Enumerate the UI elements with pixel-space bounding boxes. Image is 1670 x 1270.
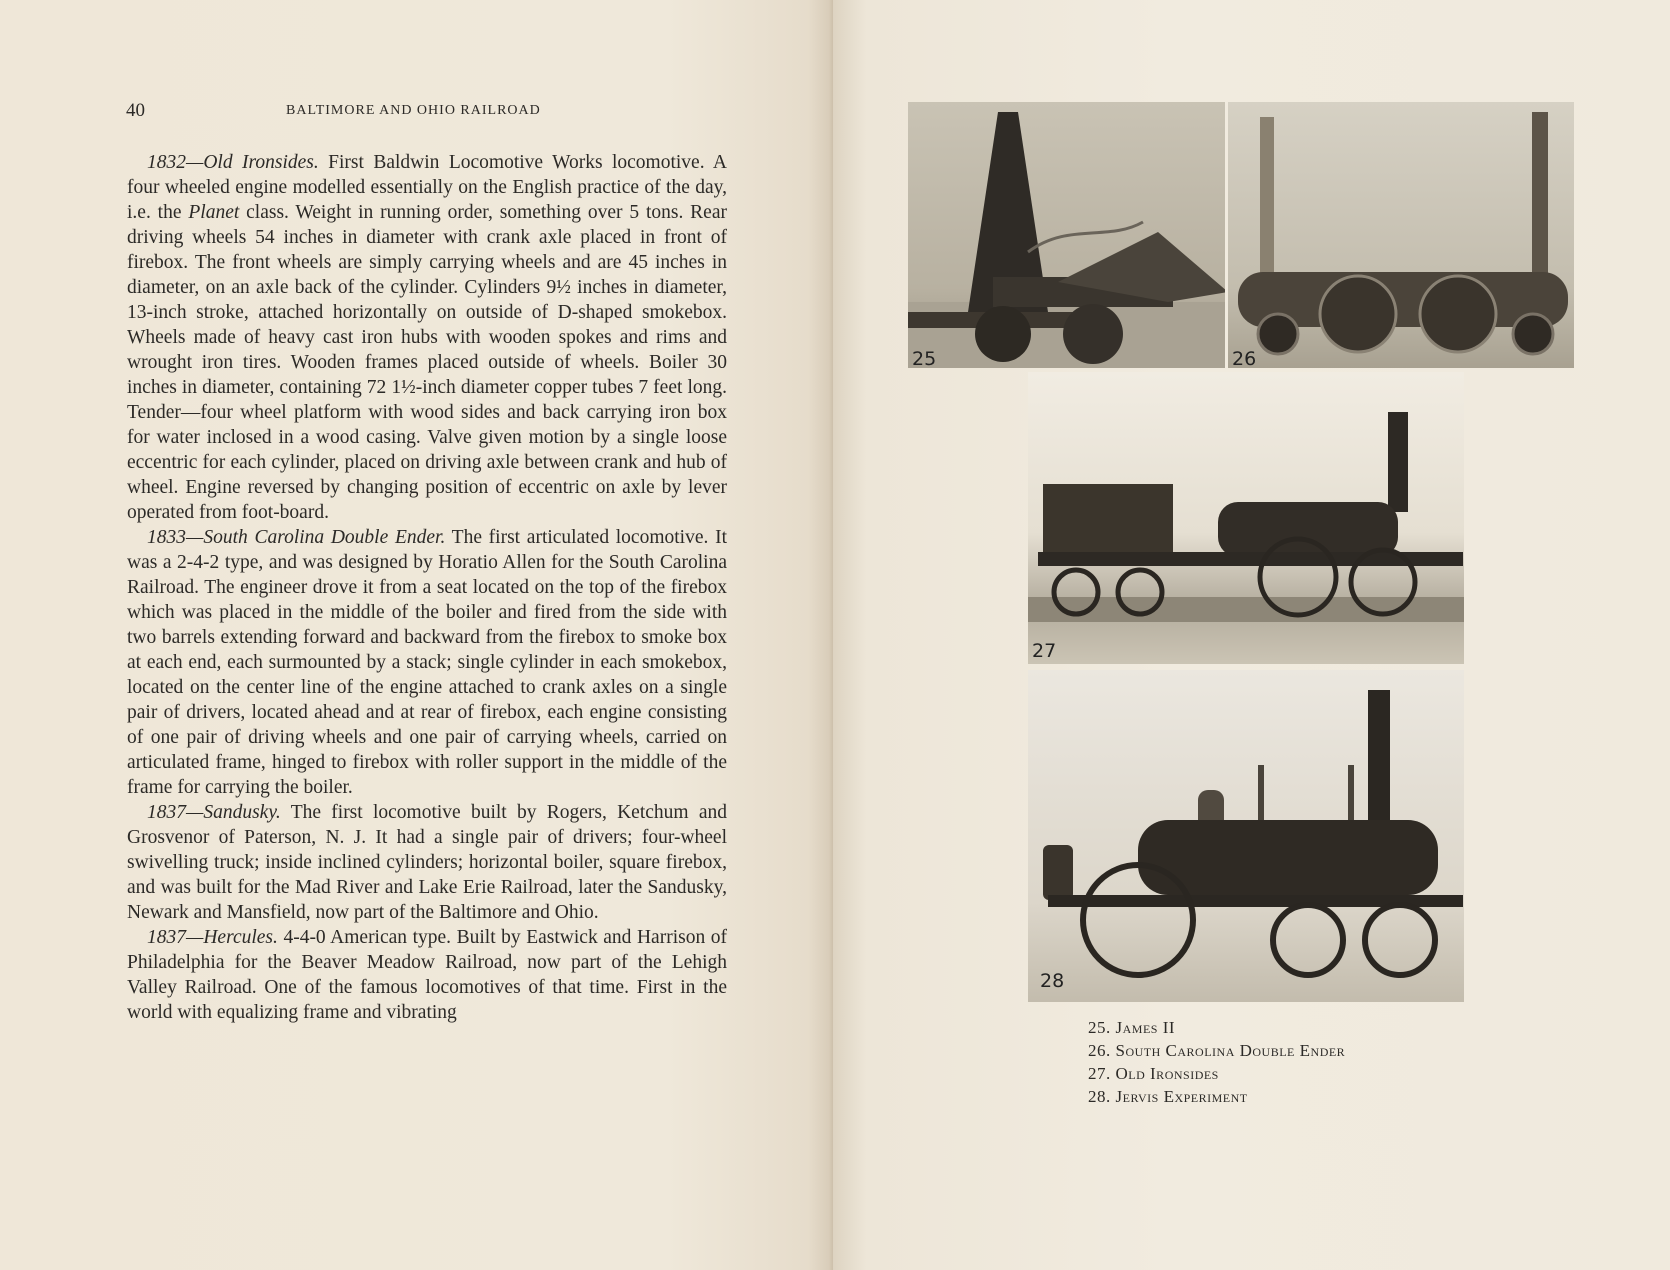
plate-28-photo <box>1028 670 1464 1002</box>
caption-number: 26. <box>1088 1041 1111 1060</box>
plate-number: 25 <box>912 348 937 370</box>
paragraph-text: First Baldwin Locomotive Works locomotive. A four wheeled engine modelled essentially on the English practice of the day, i.e. the <box>127 152 727 223</box>
paragraph-hercules <box>127 925 727 1025</box>
paragraph-title: 1837—Sandusky. <box>147 802 281 823</box>
body-text <box>127 150 727 1025</box>
paragraph-text: The first articulated locomotive. It was a 2-4-2 type, and was designed by Horatio Allen for the South Carolina Railroad. The engineer drove it from a seat located on the top of the firebox which was placed in the middle of the boiler and fired from the side with two barrels extending forward and backward from the firebox to smoke box at each end, each surmounted by a stack; single cylinder in each smokebox, located on the center line of the engine attached to crank axles on a single pair of drivers, located ahead and at rear of firebox, each engine consisting of one pair of driving wheels and one pair of carrying wheels, carried on articulated frame, hinged to firebox with roller support in the middle of the frame for carrying the boiler. <box>127 527 727 798</box>
left-page <box>0 0 833 1270</box>
plate-25-photo <box>908 102 1225 368</box>
plate-number: 28 <box>1040 970 1065 992</box>
paragraph-text: 4-4-0 American type. Built by Eastwick and Harrison of Philadelphia for the Beaver Meadow Railroad, now part of the Lehigh Valley Railroad. One of the famous locomotives of that time. First in the world with equalizing frame and vibrating <box>127 927 727 1023</box>
paragraph-title: 1832—Old Ironsides. <box>147 152 319 173</box>
caption-line <box>1088 1085 1508 1108</box>
caption-name: James II <box>1115 1018 1176 1037</box>
caption-number: 28. <box>1088 1087 1111 1106</box>
paragraph-text: class. Weight in running order, something over 5 tons. Rear driving wheels 54 inches in diameter with crank axle placed in front of firebox. The front wheels are simply carrying wheels and are 45 inches in diameter, on an axle back of the cylinder. Cylinders 9½ inches in diameter, 13-inch stroke, attached horizontally on outside of D-shaped smokebox. Wheels made of heavy cast iron hubs with wooden spokes and rims and wrought iron tires. Wooden frames placed outside of wheels. Boiler 30 inches in diameter, containing 72 1½-inch diameter copper tubes 7 feet long. Tender—four wheel platform with wood sides and back carrying iron box for water inclosed in a wood casing. Valve given motion by a single loose eccentric for each cylinder, placed on driving axle between crank and hub of wheel. Engine reversed by changing position of eccentric on axle by lever operated from foot-board. <box>127 202 727 523</box>
plate-number: 26 <box>1232 348 1257 370</box>
paragraph-title: 1837—Hercules. <box>147 927 278 948</box>
caption-name: Jervis Experiment <box>1115 1087 1248 1106</box>
running-head <box>126 100 726 126</box>
caption-name: South Carolina Double Ender <box>1115 1041 1346 1060</box>
caption-number: 25. <box>1088 1018 1111 1037</box>
plate-captions <box>1088 1016 1508 1108</box>
caption-number: 27. <box>1088 1064 1111 1083</box>
running-title: BALTIMORE AND OHIO RAILROAD <box>286 103 541 118</box>
caption-line <box>1088 1039 1508 1062</box>
plate-27-photo <box>1028 372 1464 664</box>
paragraph-title: 1833—South Carolina Double Ender. <box>147 527 446 548</box>
paragraph-italic-word: Planet <box>188 202 240 223</box>
caption-line <box>1088 1062 1508 1085</box>
paragraph-text: The first locomotive built by Rogers, Ketchum and Grosvenor of Paterson, N. J. It had a single pair of drivers; four-wheel swivelling truck; inside inclined cylinders; horizontal boiler, square firebox, and was built for the Mad River and Lake Erie Railroad, later the Sandusky, Newark and Mansfield, now part of the Baltimore and Ohio. <box>127 802 727 923</box>
caption-line <box>1088 1016 1508 1039</box>
plate-number: 27 <box>1032 640 1057 662</box>
plate-26-photo <box>1228 102 1574 368</box>
paragraph-sandusky <box>127 800 727 925</box>
paragraph-old-ironsides <box>127 150 727 525</box>
paragraph-south-carolina <box>127 525 727 800</box>
page-number: 40 <box>126 100 145 121</box>
caption-name: Old Ironsides <box>1115 1064 1219 1083</box>
